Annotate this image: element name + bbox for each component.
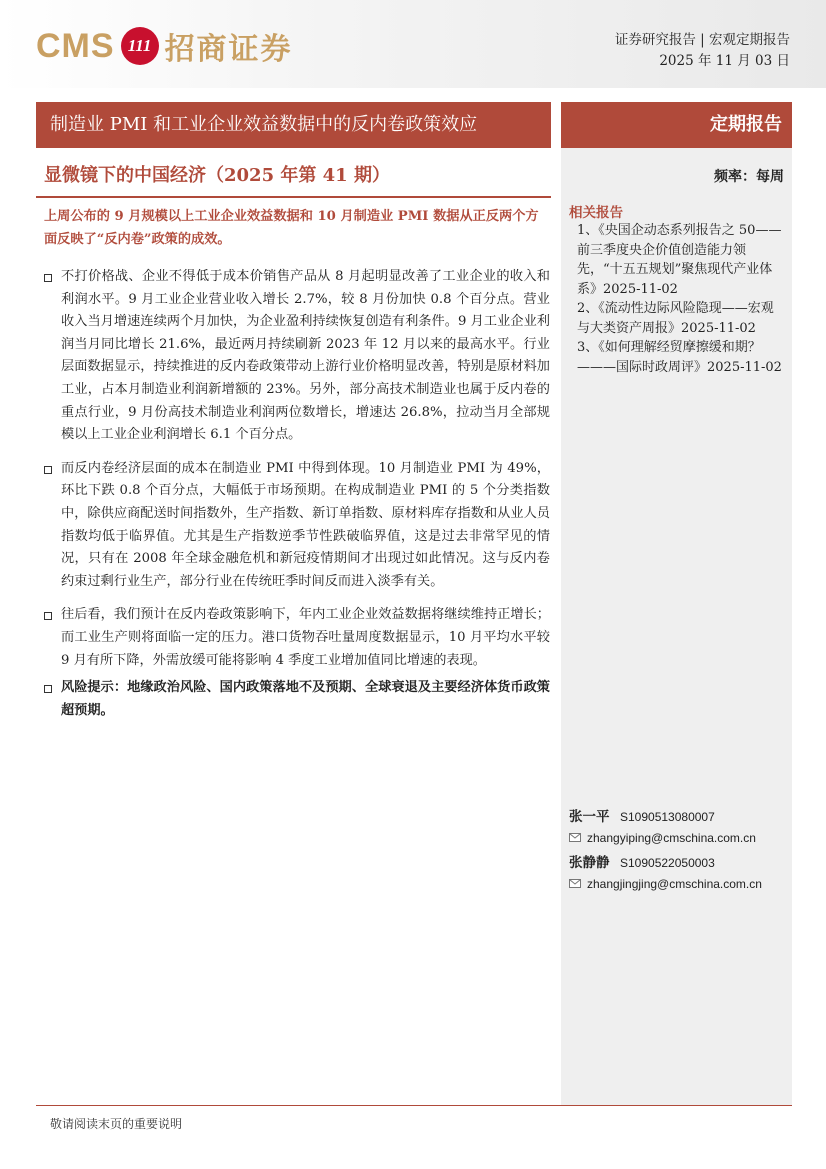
risk-warning xyxy=(44,677,550,722)
analyst-email[interactable]: zhangyiping@cmschina.com.cn xyxy=(587,831,756,845)
analyst-row xyxy=(569,805,784,827)
bullet-text: 而反内卷经济层面的成本在制造业 PMI 中得到体现。10 月制造业 PMI 为 49%，环比下跌 0.8 个百分点，大幅低于市场预期。在构成制造业 PMI 的 5 个分类指数中，除供应商配送时间指数外，生产指数、新订单指数、原材料库存指数和从业人员指数均低于临界值。尤其是生产指数逆季节性跌破临界值，这是过去非常罕见的情况，只有在 2008 年全球金融危机和新冠疫情期间才出现过如此情况。这与反内卷约束过剩行业生产，部分行业在传统旺季时间反而进入淡季有关。 xyxy=(61,460,550,589)
bullet-text: 往后看，我们预计在反内卷政策影响下，年内工业企业效益数据将继续维持正增长；而工业生产则将面临一定的压力。港口货物吞吐量周度数据显示，10 月平均水平较 9 月有所下降，外需放缓可能将影响 4 季度工业增加值同比增速的表现。 xyxy=(61,607,550,668)
analyst-email[interactable]: zhangjingjing@cmschina.com.cn xyxy=(587,877,762,891)
footer-divider xyxy=(36,1105,792,1106)
analyst-id: S1090513080007 xyxy=(620,810,715,824)
analyst-name: 张静静 xyxy=(569,855,610,871)
analyst-block xyxy=(569,805,784,897)
analyst-name: 张一平 xyxy=(569,809,610,825)
bullet-square-icon xyxy=(44,274,52,282)
title-divider xyxy=(36,196,551,198)
summary: 上周公布的 9 月规模以上工业企业效益数据和 10 月制造业 PMI 数据从正反两个方面反映了“反内卷”政策的成效。 xyxy=(44,209,539,247)
footer-notice: 敬请阅读末页的重要说明 xyxy=(50,1117,183,1131)
report-date: 2025 年 11 月 03 日 xyxy=(659,53,790,69)
bullet-square-icon xyxy=(44,466,52,474)
page-title: 显微镜下的中国经济（2025 年第 41 期） xyxy=(44,165,390,186)
logo-chinese: 招商证券 xyxy=(164,32,293,67)
bullet-square-icon xyxy=(44,685,52,693)
related-reports-list xyxy=(577,221,782,377)
bullet-item xyxy=(44,604,550,672)
bullet-item xyxy=(44,266,550,447)
analyst-id: S1090522050003 xyxy=(620,856,715,870)
header-meta xyxy=(615,30,790,72)
analyst-email-row xyxy=(569,873,784,895)
mail-icon xyxy=(569,831,581,845)
bullet-item xyxy=(44,458,550,594)
report-category: 证券研究报告 | 宏观定期报告 xyxy=(614,32,790,48)
related-report-link[interactable]: 1、《央国企动态系列报告之 50——前三季度央企价值创造能力领先，“十五五规划”聚焦现代产业体系》2025-11-02 xyxy=(577,223,782,297)
logo-latin: CMS xyxy=(36,26,115,65)
bullet-list xyxy=(44,266,550,733)
analyst-row xyxy=(569,851,784,873)
logo-mark-text: 111 xyxy=(127,36,152,55)
topic-bar: 制造业 PMI 和工业企业效益数据中的反内卷政策效应 xyxy=(36,102,551,148)
logo-mark-icon xyxy=(121,27,159,65)
risk-text: 风险提示：地缘政治风险、国内政策落地不及预期、全球衰退及主要经济体货币政策超预期。 xyxy=(61,680,550,718)
frequency: 频率：每周 xyxy=(714,169,784,185)
related-report-link[interactable]: 2、《流动性边际风险隐现——宏观与大类资产周报》2025-11-02 xyxy=(577,301,774,336)
bullet-text: 不打价格战、企业不得低于成本价销售产品从 8 月起明显改善了工业企业的收入和利润水平。9 月工业企业营业收入增长 2.7%，较 8 月份加快 0.8 个百分点。营业收入当月增速连续两个月加快，为企业盈利持续恢复创造有利条件。9 月工业企业利润当月同比增长 21.6%，最近两月持续刷新 2023 年 12 月以来的最高水平。行业层面数据显示，持续推进的反内卷政策带动上游行业价格明显改善，特别是原材料加工业，占本月制造业利润新增额的 23%。另外，部分高技术制造业也属于反内卷的重点行业，9 月份高技术制造业利润两位数增长，增速达 26.8%，拉动当月全部规模以上工业企业利润增长 6.1 个百分点。 xyxy=(61,269,550,443)
related-report-link[interactable]: 3、《如何理解经贸摩擦缓和期？———国际时政周评》2025-11-02 xyxy=(577,340,782,375)
bullet-square-icon xyxy=(44,612,52,620)
related-reports-title: 相关报告 xyxy=(569,205,623,221)
company-logo xyxy=(36,24,293,68)
mail-icon xyxy=(569,877,581,891)
report-type-bar: 定期报告 xyxy=(561,102,792,148)
analyst-email-row xyxy=(569,827,784,849)
